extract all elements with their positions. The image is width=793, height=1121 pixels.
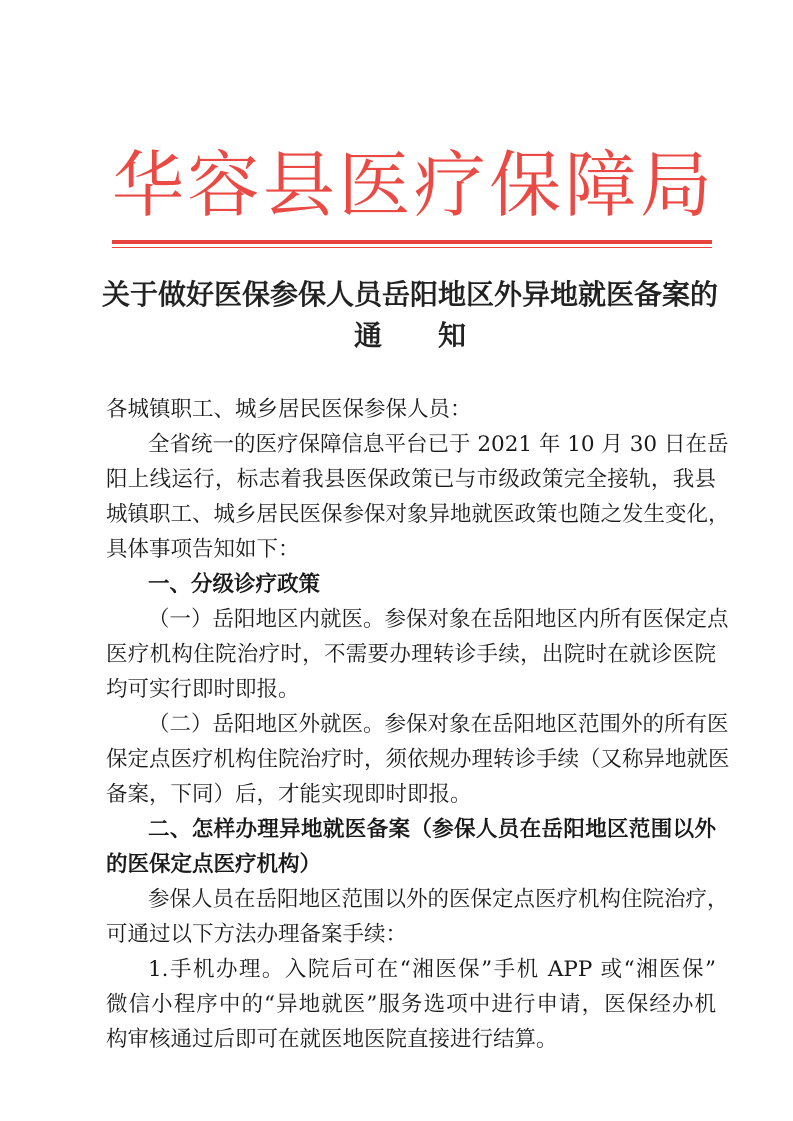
body-text-line: 城镇职工、城乡居民医保参保对象异地就医政策也随之发生变化，: [106, 502, 730, 527]
org-name-char: 局: [639, 146, 712, 226]
section-heading-line: 二、怎样办理异地就医备案（参保人员在岳阳地区范围以外: [148, 817, 716, 842]
letterhead-org-name: [112, 140, 712, 232]
body-text-line: 微信小程序中的“异地就医”服务选项中进行申请，医保经办机: [106, 992, 716, 1017]
body-text-line: 1.手机办理。入院后可在“湘医保”手机 APP 或“湘医保”: [148, 957, 716, 982]
body-text-line: 均可实行即时即报。: [106, 677, 300, 702]
org-name-char: 障: [564, 146, 637, 226]
body-text-line: 全省统一的医疗保障信息平台已于 2021 年 10 月 30 日在岳: [148, 432, 729, 457]
document-title: 关于做好医保参保人员岳阳地区外异地就医备案的: [101, 278, 718, 311]
section-heading-line: 一、分级诊疗政策: [148, 572, 321, 597]
body-text-line: 备案，下同）后，才能实现即时即报。: [106, 782, 472, 807]
document-body: [106, 392, 730, 1057]
title-char: 通: [353, 319, 382, 352]
org-name-char: 县: [262, 146, 335, 226]
title-char: 知: [438, 319, 467, 352]
body-text-line: 各城镇职工、城乡居民医保参保人员：: [106, 397, 472, 422]
document-title-notice: [100, 314, 720, 354]
org-name-char: 疗: [413, 146, 486, 226]
body-text-line: 保定点医疗机构住院治疗时，须依规办理转诊手续（又称异地就医: [106, 747, 730, 772]
body-text-line: 医疗机构住院治疗时，不需要办理转诊手续，出院时在就诊医院: [106, 642, 716, 667]
section-heading-line: 的医保定点医疗机构）: [106, 852, 322, 877]
body-text-line: （一）岳阳地区内就医。参保对象在岳阳地区内所有医保定点: [148, 607, 729, 632]
body-text-line: 参保人员在岳阳地区范围以外的医保定点医疗机构住院治疗，: [148, 887, 729, 912]
org-name-char: 保: [489, 146, 562, 226]
letterhead-thick-rule: [112, 240, 712, 244]
org-name-char: 华: [112, 146, 185, 226]
letterhead-thin-rule: [112, 247, 712, 248]
body-text-line: （二）岳阳地区外就医。参保对象在岳阳地区范围外的所有医: [148, 712, 729, 737]
org-name-char: 医: [338, 146, 411, 226]
body-text-line: 可通过以下方法办理备案手续：: [106, 922, 408, 947]
org-name-char: 容: [187, 146, 260, 226]
body-text-line: 具体事项告知如下：: [106, 537, 300, 562]
body-text-line: 构审核通过后即可在就医地医院直接进行结算。: [106, 1027, 558, 1052]
body-text-line: 阳上线运行，标志着我县医保政策已与市级政策完全接轨，我县: [106, 467, 716, 492]
